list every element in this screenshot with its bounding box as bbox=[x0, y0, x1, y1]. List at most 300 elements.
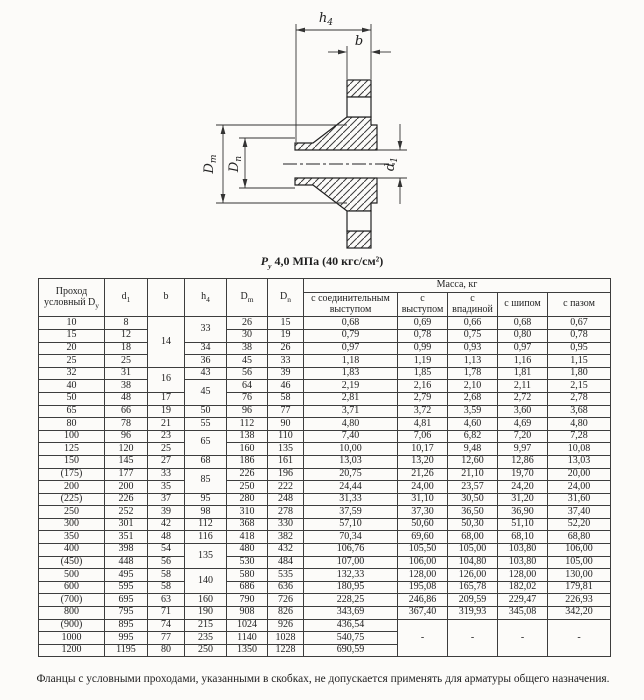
table-cell: 30 bbox=[227, 329, 268, 342]
bolt-band-upper bbox=[347, 97, 371, 117]
flange-cross-section-svg bbox=[0, 0, 644, 252]
pressure-symbol: $P_у$ bbox=[260, 254, 272, 271]
table-cell: 80 bbox=[39, 418, 105, 431]
table-cell: 1028 bbox=[268, 632, 304, 645]
table-cell: 0,68 bbox=[304, 317, 398, 330]
table-cell: 76 bbox=[227, 392, 268, 405]
table-cell: 85 bbox=[185, 468, 227, 493]
table-cell: 1350 bbox=[227, 644, 268, 657]
table-row bbox=[39, 531, 611, 544]
table-row bbox=[39, 518, 611, 531]
table-cell: 926 bbox=[268, 619, 304, 632]
table-cell: 65 bbox=[39, 405, 105, 418]
table-cell: 63 bbox=[148, 594, 185, 607]
table-cell: 13,03 bbox=[304, 455, 398, 468]
table-cell: 10,17 bbox=[398, 443, 448, 456]
table-cell: 12,86 bbox=[498, 455, 548, 468]
table-cell: 0,69 bbox=[398, 317, 448, 330]
table-row bbox=[39, 355, 611, 368]
table-cell: 140 bbox=[185, 569, 227, 594]
table-cell: 40 bbox=[39, 380, 105, 393]
table-cell: 800 bbox=[39, 607, 105, 620]
table-cell: 9,97 bbox=[498, 443, 548, 456]
table-cell: 1195 bbox=[105, 644, 148, 657]
table-cell: 132,33 bbox=[304, 569, 398, 582]
table-cell: 595 bbox=[105, 581, 148, 594]
bolt-band-lower bbox=[347, 211, 371, 231]
table-cell: 106,00 bbox=[398, 556, 448, 569]
table-cell: 37 bbox=[148, 493, 185, 506]
table-cell: 228,25 bbox=[304, 594, 398, 607]
table-cell: 21,26 bbox=[398, 468, 448, 481]
table-cell: 252 bbox=[105, 506, 148, 519]
table-cell: 31,33 bbox=[304, 493, 398, 506]
table-cell: 27 bbox=[148, 455, 185, 468]
table-cell: 50 bbox=[185, 405, 227, 418]
table-cell: 200 bbox=[39, 481, 105, 494]
table-cell: 342,20 bbox=[548, 607, 611, 620]
table-cell: 71 bbox=[148, 607, 185, 620]
table-cell: 33 bbox=[185, 317, 227, 342]
table-cell: 1,16 bbox=[498, 355, 548, 368]
table-cell: 209,59 bbox=[448, 594, 498, 607]
table-cell: 8 bbox=[105, 317, 148, 330]
table-cell: 31 bbox=[105, 367, 148, 380]
table-row bbox=[39, 380, 611, 393]
table-cell: 0,66 bbox=[448, 317, 498, 330]
table-cell: 50,60 bbox=[398, 518, 448, 531]
table-cell: 1228 bbox=[268, 644, 304, 657]
table-row bbox=[39, 392, 611, 405]
table-cell: 48 bbox=[148, 531, 185, 544]
table-cell: 138 bbox=[227, 430, 268, 443]
table-cell: 128,00 bbox=[498, 569, 548, 582]
table-cell: 1200 bbox=[39, 644, 105, 657]
table-cell: 78 bbox=[105, 418, 148, 431]
table-cell: 96 bbox=[105, 430, 148, 443]
mass-subheader: с впадиной bbox=[448, 292, 498, 317]
column-header: $D_m$ bbox=[227, 279, 268, 317]
table-cell: 0,78 bbox=[398, 329, 448, 342]
table-cell: 367,40 bbox=[398, 607, 448, 620]
table-row bbox=[39, 430, 611, 443]
table-cell: 98 bbox=[185, 506, 227, 519]
table-cell: 19 bbox=[268, 329, 304, 342]
table-cell: 418 bbox=[227, 531, 268, 544]
table-cell: 15 bbox=[39, 329, 105, 342]
table-cell: 51,10 bbox=[498, 518, 548, 531]
table-cell: 4,80 bbox=[304, 418, 398, 431]
table-cell: 135 bbox=[268, 443, 304, 456]
table-cell: 0,75 bbox=[448, 329, 498, 342]
table-cell: 1140 bbox=[227, 632, 268, 645]
table-cell: 95 bbox=[185, 493, 227, 506]
table-cell: 58 bbox=[148, 569, 185, 582]
table-cell: 21,10 bbox=[448, 468, 498, 481]
table-row bbox=[39, 569, 611, 582]
mass-subheader: с шипом bbox=[498, 292, 548, 317]
table-cell: - bbox=[498, 619, 548, 657]
table-cell: 345,08 bbox=[498, 607, 548, 620]
table-cell: 68 bbox=[185, 455, 227, 468]
table-cell: 2,81 bbox=[304, 392, 398, 405]
table-cell: 686 bbox=[227, 581, 268, 594]
column-header: $d_1$ bbox=[105, 279, 148, 317]
table-cell: 19 bbox=[148, 405, 185, 418]
table-cell: 70,34 bbox=[304, 531, 398, 544]
table-row bbox=[39, 581, 611, 594]
table-cell: 106,76 bbox=[304, 544, 398, 557]
table-row bbox=[39, 468, 611, 481]
table-cell: 250 bbox=[39, 506, 105, 519]
table-cell: 68,00 bbox=[448, 531, 498, 544]
table-cell: 1,85 bbox=[398, 367, 448, 380]
table-cell: 1,78 bbox=[448, 367, 498, 380]
table-cell: 24,00 bbox=[548, 481, 611, 494]
table-cell: 21 bbox=[148, 418, 185, 431]
table-cell: 3,59 bbox=[448, 405, 498, 418]
table-cell: 17 bbox=[148, 392, 185, 405]
table-cell: 1,13 bbox=[448, 355, 498, 368]
table-cell: - bbox=[398, 619, 448, 657]
table-row bbox=[39, 367, 611, 380]
mass-subheader: с выступом bbox=[398, 292, 448, 317]
table-cell: 330 bbox=[268, 518, 304, 531]
table-cell: 530 bbox=[227, 556, 268, 569]
table-cell: 600 bbox=[39, 581, 105, 594]
table-cell: 50,30 bbox=[448, 518, 498, 531]
table-row bbox=[39, 418, 611, 431]
table-cell: 105,00 bbox=[548, 556, 611, 569]
table-cell: 480 bbox=[227, 544, 268, 557]
table-cell: 52,20 bbox=[548, 518, 611, 531]
table-row bbox=[39, 329, 611, 342]
table-cell: 16 bbox=[148, 367, 185, 392]
table-row bbox=[39, 481, 611, 494]
table-cell: 301 bbox=[105, 518, 148, 531]
table-row bbox=[39, 556, 611, 569]
table-cell: 0,80 bbox=[498, 329, 548, 342]
table-cell: 246,86 bbox=[398, 594, 448, 607]
table-cell: 636 bbox=[268, 581, 304, 594]
table-cell: 65 bbox=[185, 430, 227, 455]
table-cell: 12,60 bbox=[448, 455, 498, 468]
table-cell: 105,00 bbox=[448, 544, 498, 557]
table-cell: 2,72 bbox=[498, 392, 548, 405]
mass-header: Масса, кг bbox=[304, 279, 611, 293]
disc-tip-lower bbox=[347, 231, 371, 248]
table-cell: 343,69 bbox=[304, 607, 398, 620]
table-cell: 248 bbox=[268, 493, 304, 506]
column-header: b bbox=[148, 279, 185, 317]
table-cell: 31,60 bbox=[548, 493, 611, 506]
mass-subheader: с соединительным выступом bbox=[304, 292, 398, 317]
table-cell: 7,40 bbox=[304, 430, 398, 443]
table-cell: 36,90 bbox=[498, 506, 548, 519]
table-cell: 278 bbox=[268, 506, 304, 519]
table-cell: 995 bbox=[105, 632, 148, 645]
table-cell: 103,80 bbox=[498, 556, 548, 569]
table-cell: 6,82 bbox=[448, 430, 498, 443]
table-cell: 2,79 bbox=[398, 392, 448, 405]
dimension-Dn bbox=[227, 138, 295, 188]
table-cell: 2,16 bbox=[398, 380, 448, 393]
table-cell: 0,97 bbox=[498, 342, 548, 355]
table-cell: 436,54 bbox=[304, 619, 398, 632]
table-cell: 10,00 bbox=[304, 443, 398, 456]
table-cell: 7,06 bbox=[398, 430, 448, 443]
table-cell: 165,78 bbox=[448, 581, 498, 594]
table-cell: 64 bbox=[227, 380, 268, 393]
table-row bbox=[39, 443, 611, 456]
table-cell: 36 bbox=[185, 355, 227, 368]
table-cell: 2,78 bbox=[548, 392, 611, 405]
table-cell: 3,71 bbox=[304, 405, 398, 418]
table-cell: 196 bbox=[268, 468, 304, 481]
table-cell: 104,80 bbox=[448, 556, 498, 569]
table-row bbox=[39, 455, 611, 468]
table-cell: 23,57 bbox=[448, 481, 498, 494]
table-cell: 45 bbox=[185, 380, 227, 405]
table-cell: 130,00 bbox=[548, 569, 611, 582]
table-cell: 1,83 bbox=[304, 367, 398, 380]
dim-label-Dn: $D_n$ bbox=[227, 155, 244, 173]
table-cell: 540,75 bbox=[304, 632, 398, 645]
table-cell: 495 bbox=[105, 569, 148, 582]
table-cell: 790 bbox=[227, 594, 268, 607]
table-cell: 4,80 bbox=[548, 418, 611, 431]
table-cell: (225) bbox=[39, 493, 105, 506]
table-row bbox=[39, 594, 611, 607]
table-cell: 222 bbox=[268, 481, 304, 494]
table-cell: 106,00 bbox=[548, 544, 611, 557]
column-header: $h_4$ bbox=[185, 279, 227, 317]
table-cell: 68,80 bbox=[548, 531, 611, 544]
table-cell: 398 bbox=[105, 544, 148, 557]
table-cell: 38 bbox=[227, 342, 268, 355]
table-body bbox=[39, 317, 611, 657]
table-cell: 125 bbox=[39, 443, 105, 456]
table-cell: 25 bbox=[148, 443, 185, 456]
table-row bbox=[39, 506, 611, 519]
table-cell: 20,75 bbox=[304, 468, 398, 481]
table-cell: 24,00 bbox=[398, 481, 448, 494]
table-cell: 200 bbox=[105, 481, 148, 494]
table-cell: 25 bbox=[105, 355, 148, 368]
table-cell: 43 bbox=[185, 367, 227, 380]
table-cell: 4,81 bbox=[398, 418, 448, 431]
table-row bbox=[39, 405, 611, 418]
table-cell: 74 bbox=[148, 619, 185, 632]
table-cell: 235 bbox=[185, 632, 227, 645]
table-cell: 48 bbox=[105, 392, 148, 405]
table-cell: 161 bbox=[268, 455, 304, 468]
table-cell: 90 bbox=[268, 418, 304, 431]
table-cell: 580 bbox=[227, 569, 268, 582]
table-cell: 33 bbox=[148, 468, 185, 481]
table-cell: 14 bbox=[148, 317, 185, 367]
table-cell: 195,08 bbox=[398, 581, 448, 594]
table-cell: 1,19 bbox=[398, 355, 448, 368]
table-cell: (175) bbox=[39, 468, 105, 481]
table-cell: 500 bbox=[39, 569, 105, 582]
table-cell: 908 bbox=[227, 607, 268, 620]
table-cell: 32 bbox=[39, 367, 105, 380]
table-cell: 19,70 bbox=[498, 468, 548, 481]
table-cell: 186 bbox=[227, 455, 268, 468]
table-cell: 33 bbox=[268, 355, 304, 368]
dim-label-h4: $h_4$ bbox=[318, 11, 334, 28]
table-cell: 42 bbox=[148, 518, 185, 531]
table-cell: 177 bbox=[105, 468, 148, 481]
table-cell: 484 bbox=[268, 556, 304, 569]
flange-drawing bbox=[0, 0, 644, 252]
pressure-value: 4,0 МПа (40 кгс/см²) bbox=[271, 254, 384, 268]
table-cell: 107,00 bbox=[304, 556, 398, 569]
table-cell: 37,30 bbox=[398, 506, 448, 519]
table-cell: 31,10 bbox=[398, 493, 448, 506]
table-cell: 77 bbox=[268, 405, 304, 418]
table-cell: 215 bbox=[185, 619, 227, 632]
table-cell: - bbox=[548, 619, 611, 657]
table-cell: 56 bbox=[227, 367, 268, 380]
table-cell: 1,15 bbox=[548, 355, 611, 368]
mass-subheader: с пазом bbox=[548, 292, 611, 317]
table-cell: 226 bbox=[105, 493, 148, 506]
table-cell: 0,78 bbox=[548, 329, 611, 342]
table-cell: 24,44 bbox=[304, 481, 398, 494]
table-cell: 535 bbox=[268, 569, 304, 582]
table-cell: 1000 bbox=[39, 632, 105, 645]
table-cell: 0,95 bbox=[548, 342, 611, 355]
table-cell: 15 bbox=[268, 317, 304, 330]
table-cell: 432 bbox=[268, 544, 304, 557]
table-cell: 35 bbox=[148, 481, 185, 494]
table-row bbox=[39, 544, 611, 557]
table-cell: 0,99 bbox=[398, 342, 448, 355]
table-cell: 128,00 bbox=[398, 569, 448, 582]
table-cell: 45 bbox=[227, 355, 268, 368]
table-cell: 36,50 bbox=[448, 506, 498, 519]
table-cell: 145 bbox=[105, 455, 148, 468]
table-cell: 726 bbox=[268, 594, 304, 607]
table-cell: 96 bbox=[227, 405, 268, 418]
dim-label-d1: $d_1$ bbox=[383, 156, 400, 172]
table-cell: 39 bbox=[268, 367, 304, 380]
table-cell: 80 bbox=[148, 644, 185, 657]
table-cell: 226 bbox=[227, 468, 268, 481]
table-cell: 368 bbox=[227, 518, 268, 531]
flange-dimensions-table bbox=[38, 278, 611, 657]
table-cell: 126,00 bbox=[448, 569, 498, 582]
table-cell: 4,69 bbox=[498, 418, 548, 431]
table-row bbox=[39, 493, 611, 506]
table-cell: 1,18 bbox=[304, 355, 398, 368]
table-cell: 351 bbox=[105, 531, 148, 544]
table-cell: 69,60 bbox=[398, 531, 448, 544]
table-cell: 400 bbox=[39, 544, 105, 557]
table-cell: 826 bbox=[268, 607, 304, 620]
table-cell: 795 bbox=[105, 607, 148, 620]
table-cell: 179,81 bbox=[548, 581, 611, 594]
table-cell: 25 bbox=[39, 355, 105, 368]
table-cell: 3,68 bbox=[548, 405, 611, 418]
dimension-b bbox=[328, 34, 391, 79]
table-cell: 18 bbox=[105, 342, 148, 355]
table-cell: 0,93 bbox=[448, 342, 498, 355]
table-cell: 37,40 bbox=[548, 506, 611, 519]
table-cell: 77 bbox=[148, 632, 185, 645]
table-cell: 58 bbox=[268, 392, 304, 405]
table-cell: 34 bbox=[185, 342, 227, 355]
table-cell: 100 bbox=[39, 430, 105, 443]
table-cell: 9,48 bbox=[448, 443, 498, 456]
table-cell: 55 bbox=[185, 418, 227, 431]
table-cell: 0,97 bbox=[304, 342, 398, 355]
table-cell: 38 bbox=[105, 380, 148, 393]
table-cell: 112 bbox=[227, 418, 268, 431]
table-cell: 2,19 bbox=[304, 380, 398, 393]
table-cell: 280 bbox=[227, 493, 268, 506]
flange-section-lower bbox=[295, 178, 377, 211]
table-cell: 300 bbox=[39, 518, 105, 531]
table-cell: 448 bbox=[105, 556, 148, 569]
table-cell: 120 bbox=[105, 443, 148, 456]
column-header: Проход условный $D_у$ bbox=[39, 279, 105, 317]
table-wrapper bbox=[38, 278, 611, 657]
table-cell: 182,02 bbox=[498, 581, 548, 594]
disc-tip-upper bbox=[347, 80, 371, 97]
table-cell: 112 bbox=[185, 518, 227, 531]
table-cell: 68,10 bbox=[498, 531, 548, 544]
header-row-1 bbox=[39, 279, 611, 293]
table-cell: 1,81 bbox=[498, 367, 548, 380]
table-cell: 2,11 bbox=[498, 380, 548, 393]
dim-label-Dm: $D_m$ bbox=[202, 154, 219, 174]
table-cell: 13,20 bbox=[398, 455, 448, 468]
column-header: $D_n$ bbox=[268, 279, 304, 317]
table-cell: 1,80 bbox=[548, 367, 611, 380]
table-cell: 319,93 bbox=[448, 607, 498, 620]
table-cell: 26 bbox=[268, 342, 304, 355]
table-cell: 226,93 bbox=[548, 594, 611, 607]
table-cell: 57,10 bbox=[304, 518, 398, 531]
table-cell: 66 bbox=[105, 405, 148, 418]
table-cell: 690,59 bbox=[304, 644, 398, 657]
table-cell: 13,03 bbox=[548, 455, 611, 468]
table-cell: 382 bbox=[268, 531, 304, 544]
table-cell: 2,15 bbox=[548, 380, 611, 393]
table-cell: 58 bbox=[148, 581, 185, 594]
table-cell: 24,20 bbox=[498, 481, 548, 494]
table-cell: 105,50 bbox=[398, 544, 448, 557]
table-cell: 0,68 bbox=[498, 317, 548, 330]
table-cell: 0,67 bbox=[548, 317, 611, 330]
table-cell: (900) bbox=[39, 619, 105, 632]
table-cell: - bbox=[448, 619, 498, 657]
table-cell: 7,28 bbox=[548, 430, 611, 443]
dim-label-b: b bbox=[354, 34, 364, 49]
pressure-title bbox=[0, 254, 644, 269]
table-cell: 160 bbox=[227, 443, 268, 456]
table-cell: 695 bbox=[105, 594, 148, 607]
table-cell: 39 bbox=[148, 506, 185, 519]
table-cell: 4,60 bbox=[448, 418, 498, 431]
table-cell: 3,60 bbox=[498, 405, 548, 418]
table-cell: 26 bbox=[227, 317, 268, 330]
table-cell: 20,00 bbox=[548, 468, 611, 481]
table-cell: 2,68 bbox=[448, 392, 498, 405]
